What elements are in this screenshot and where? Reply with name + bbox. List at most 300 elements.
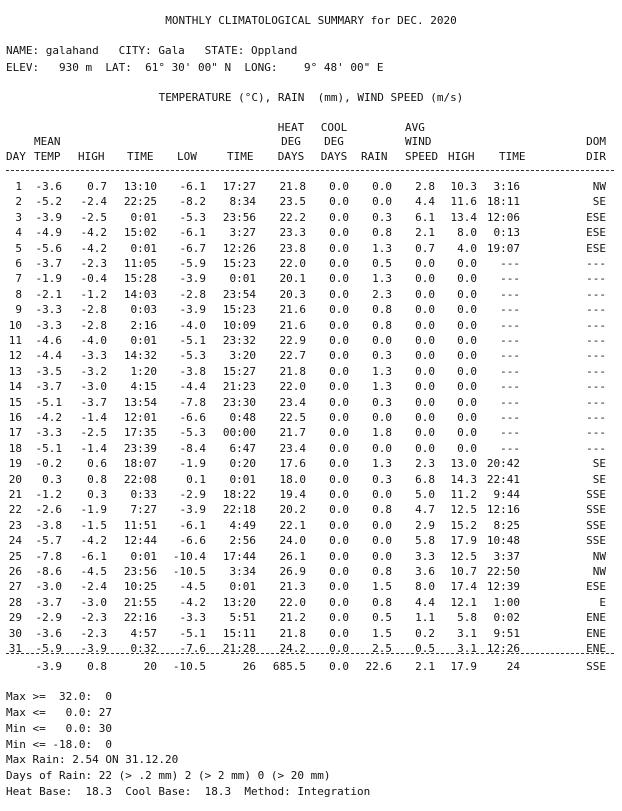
wind-time-cell: 1:00 <box>493 595 520 609</box>
low-temp-cell: -6.6 <box>179 411 206 424</box>
avg-wind-speed-cell: 0.7 <box>415 241 435 255</box>
rain-cell: 0.8 <box>372 226 392 240</box>
heat-deg-days-cell: 21.6 <box>279 318 306 332</box>
low-time-cell: 2:56 <box>229 534 256 548</box>
table-row <box>0 304 622 317</box>
rain-cell: 0.8 <box>372 595 392 609</box>
dom-dir-cell: SSE <box>586 534 606 548</box>
dom-dir-cell: ESE <box>586 241 606 255</box>
day-cell: 12 <box>8 349 22 363</box>
table-row <box>0 243 622 256</box>
mean-temp-cell: 0.3 <box>42 472 62 486</box>
mean-temp-cell: -3.7 <box>35 257 62 270</box>
cool-deg-days-cell: 0.0 <box>329 303 349 317</box>
low-time-cell: 22:18 <box>222 503 256 517</box>
header-cool-deg: DEG <box>324 135 344 148</box>
heat-deg-days-cell: 19.4 <box>279 488 306 501</box>
wind-high-cell: 13.4 <box>450 210 477 224</box>
header-row-2 <box>0 136 622 149</box>
high-time-cell: 0:03 <box>130 303 157 317</box>
avg-wind-speed-cell: 0.0 <box>415 411 435 424</box>
dom-dir-cell: --- <box>586 380 606 394</box>
mean-temp-cell: -4.9 <box>35 226 62 240</box>
high-time-cell: 22:16 <box>123 611 157 625</box>
wind-time-cell: --- <box>500 411 520 424</box>
avg-wind-speed-cell: 0.0 <box>415 334 435 347</box>
cool-deg-days-cell: 0.0 <box>329 180 349 193</box>
wind-time-cell: 12:26 <box>486 642 520 655</box>
wind-time-cell: 19:07 <box>486 241 520 255</box>
cool-deg-days-cell: 0.0 <box>329 287 349 301</box>
wind-time-cell: 12:39 <box>486 580 520 594</box>
low-time-cell: 6:47 <box>229 441 256 455</box>
summary-high-time: 20 <box>143 660 157 673</box>
summary-low-time: 26 <box>242 660 256 673</box>
mean-temp-cell: -3.7 <box>35 595 62 609</box>
wind-high-cell: 0.0 <box>457 441 477 455</box>
cool-deg-days-cell: 0.0 <box>329 257 349 270</box>
wind-time-cell: 0:02 <box>493 611 520 625</box>
wind-high-cell: 17.4 <box>450 580 477 594</box>
cool-deg-days-cell: 0.0 <box>329 441 349 455</box>
heat-deg-days-cell: 22.0 <box>279 257 306 270</box>
rain-cell: 0.8 <box>372 565 392 578</box>
heat-deg-days-cell: 23.5 <box>279 195 306 209</box>
wind-time-cell: 12:16 <box>486 503 520 517</box>
dom-dir-cell: NW <box>592 565 606 578</box>
day-cell: 26 <box>8 565 22 578</box>
mean-temp-cell: -5.9 <box>35 642 62 655</box>
mean-temp-cell: -7.8 <box>35 549 62 563</box>
day-cell: 23 <box>8 518 22 532</box>
day-cell: 14 <box>8 380 22 394</box>
cool-deg-days-cell: 0.0 <box>329 380 349 394</box>
avg-wind-speed-cell: 4.4 <box>415 595 435 609</box>
cool-deg-days-cell: 0.0 <box>329 318 349 332</box>
low-time-cell: 8:34 <box>229 195 256 209</box>
cool-deg-days-cell: 0.0 <box>329 549 349 563</box>
heat-deg-days-cell: 21.8 <box>279 364 306 378</box>
avg-wind-speed-cell: 0.5 <box>415 642 435 655</box>
wind-time-cell: --- <box>500 349 520 363</box>
cool-deg-days-cell: 0.0 <box>329 241 349 255</box>
table-row <box>0 181 622 194</box>
cool-deg-days-cell: 0.0 <box>329 503 349 517</box>
mean-temp-cell: -3.6 <box>35 180 62 193</box>
dom-dir-cell: ESE <box>586 226 606 240</box>
cool-deg-days-cell: 0.0 <box>329 580 349 594</box>
rain-cell: 0.3 <box>372 472 392 486</box>
header-heat-deg: DEG <box>281 135 301 148</box>
heat-deg-days-cell: 17.6 <box>279 457 306 471</box>
summary-heat-days: 685.5 <box>272 660 306 673</box>
low-time-cell: 15:23 <box>222 303 256 317</box>
high-temp-cell: -2.3 <box>80 626 107 640</box>
wind-time-cell: --- <box>500 441 520 455</box>
heat-deg-days-cell: 22.0 <box>279 380 306 394</box>
high-temp-cell: 0.6 <box>87 457 107 471</box>
high-time-cell: 14:32 <box>123 349 157 363</box>
header-dom-dir: DIR <box>586 150 606 163</box>
low-temp-cell: -3.9 <box>179 272 206 286</box>
table-row <box>0 458 622 471</box>
high-temp-cell: -3.0 <box>80 380 107 394</box>
header-divider <box>6 170 614 171</box>
header-cool-days: DAYS <box>320 150 348 163</box>
dom-dir-cell: --- <box>586 395 606 409</box>
rain-cell: 0.3 <box>372 210 392 224</box>
table-row <box>0 350 622 363</box>
table-row <box>0 551 622 564</box>
heat-deg-days-cell: 21.8 <box>279 180 306 193</box>
wind-high-cell: 14.3 <box>450 472 477 486</box>
wind-high-cell: 10.3 <box>450 180 477 193</box>
dom-dir-cell: --- <box>586 364 606 378</box>
cool-deg-days-cell: 0.0 <box>329 642 349 655</box>
avg-wind-speed-cell: 3.6 <box>415 565 435 578</box>
summary-low: -10.5 <box>172 660 206 673</box>
cool-deg-days-cell: 0.0 <box>329 534 349 548</box>
heat-deg-days-cell: 22.2 <box>279 210 306 224</box>
day-cell: 1 <box>15 180 22 193</box>
wind-time-cell: 3:16 <box>493 180 520 193</box>
high-time-cell: 0:01 <box>130 334 157 347</box>
low-time-cell: 23:56 <box>222 210 256 224</box>
avg-wind-speed-cell: 8.0 <box>415 580 435 594</box>
rain-cell: 0.0 <box>372 534 392 548</box>
low-temp-cell: -4.4 <box>179 380 206 394</box>
header-low: LOW <box>177 150 197 163</box>
wind-time-cell: 12:06 <box>486 210 520 224</box>
rain-cell: 1.3 <box>372 364 392 378</box>
header-heat-days: DAYS <box>277 150 305 163</box>
table-row <box>0 412 622 425</box>
header-day: DAY <box>6 150 26 163</box>
rain-cell: 2.3 <box>372 287 392 301</box>
avg-wind-speed-cell: 0.0 <box>415 349 435 363</box>
high-temp-cell: -2.4 <box>80 580 107 594</box>
cool-deg-days-cell: 0.0 <box>329 210 349 224</box>
high-temp-cell: -3.0 <box>80 595 107 609</box>
header-avg: AVG <box>405 121 425 134</box>
high-time-cell: 0:01 <box>130 241 157 255</box>
low-temp-cell: -3.9 <box>179 503 206 517</box>
wind-high-cell: 0.0 <box>457 272 477 286</box>
heat-deg-days-cell: 24.2 <box>279 642 306 655</box>
header-mean: MEAN <box>34 135 61 148</box>
dom-dir-cell: ENE <box>586 642 606 655</box>
low-temp-cell: -1.9 <box>179 457 206 471</box>
high-time-cell: 1:20 <box>130 364 157 378</box>
table-row <box>0 489 622 502</box>
cool-deg-days-cell: 0.0 <box>329 565 349 578</box>
heat-deg-days-cell: 23.3 <box>279 226 306 240</box>
dom-dir-cell: --- <box>586 287 606 301</box>
mean-temp-cell: -3.8 <box>35 518 62 532</box>
heat-deg-days-cell: 20.3 <box>279 287 306 301</box>
table-row <box>0 535 622 548</box>
high-temp-cell: -2.8 <box>80 303 107 317</box>
low-time-cell: 23:54 <box>222 287 256 301</box>
avg-wind-speed-cell: 0.0 <box>415 303 435 317</box>
cool-deg-days-cell: 0.0 <box>329 518 349 532</box>
rain-cell: 0.0 <box>372 441 392 455</box>
low-time-cell: 23:30 <box>222 395 256 409</box>
summary-wind-high: 17.9 <box>450 660 477 673</box>
low-temp-cell: -3.3 <box>179 611 206 625</box>
table-row <box>0 289 622 302</box>
avg-wind-speed-cell: 2.9 <box>415 518 435 532</box>
low-time-cell: 21:23 <box>222 380 256 394</box>
header-time-2: TIME <box>227 150 254 163</box>
dom-dir-cell: --- <box>586 303 606 317</box>
summary-row <box>0 661 622 674</box>
low-time-cell: 5:51 <box>229 611 256 625</box>
header-wind: WIND <box>405 135 432 148</box>
low-temp-cell: -6.6 <box>179 534 206 548</box>
low-time-cell: 18:22 <box>222 488 256 501</box>
low-time-cell: 10:09 <box>222 318 256 332</box>
low-temp-cell: -3.8 <box>179 364 206 378</box>
cool-deg-days-cell: 0.0 <box>329 595 349 609</box>
wind-high-cell: 0.0 <box>457 303 477 317</box>
wind-high-cell: 0.0 <box>457 318 477 332</box>
wind-high-cell: 3.1 <box>457 642 477 655</box>
avg-wind-speed-cell: 0.2 <box>415 626 435 640</box>
summary-dom-dir: SSE <box>586 660 606 673</box>
cool-deg-days-cell: 0.0 <box>329 349 349 363</box>
high-temp-cell: -1.9 <box>80 503 107 517</box>
day-cell: 25 <box>8 549 22 563</box>
rain-cell: 0.0 <box>372 180 392 193</box>
high-temp-cell: -4.0 <box>80 334 107 347</box>
table-row <box>0 335 622 348</box>
low-temp-cell: -6.7 <box>179 241 206 255</box>
low-temp-cell: -6.1 <box>179 226 206 240</box>
day-cell: 29 <box>8 611 22 625</box>
rain-cell: 1.8 <box>372 426 392 440</box>
high-temp-cell: -0.4 <box>80 272 107 286</box>
dom-dir-cell: SSE <box>586 488 606 501</box>
dom-dir-cell: --- <box>586 411 606 424</box>
heat-deg-days-cell: 24.0 <box>279 534 306 548</box>
low-time-cell: 23:32 <box>222 334 256 347</box>
day-cell: 21 <box>8 488 22 501</box>
table-row <box>0 196 622 209</box>
day-cell: 5 <box>15 241 22 255</box>
low-temp-cell: -4.0 <box>179 318 206 332</box>
table-row <box>0 443 622 456</box>
rain-cell: 0.5 <box>372 611 392 625</box>
mean-temp-cell: -3.6 <box>35 626 62 640</box>
avg-wind-speed-cell: 4.4 <box>415 195 435 209</box>
wind-time-cell: 22:41 <box>486 472 520 486</box>
wind-time-cell: --- <box>500 287 520 301</box>
wind-high-cell: 0.0 <box>457 349 477 363</box>
heat-deg-days-cell: 21.8 <box>279 626 306 640</box>
day-cell: 28 <box>8 595 22 609</box>
wind-time-cell: --- <box>500 272 520 286</box>
high-time-cell: 0:33 <box>130 488 157 501</box>
high-temp-cell: -3.9 <box>80 642 107 655</box>
high-temp-cell: -3.2 <box>80 364 107 378</box>
low-time-cell: 3:27 <box>229 226 256 240</box>
cool-deg-days-cell: 0.0 <box>329 195 349 209</box>
wind-time-cell: --- <box>500 380 520 394</box>
dom-dir-cell: ESE <box>586 210 606 224</box>
high-time-cell: 22:08 <box>123 472 157 486</box>
dom-dir-cell: --- <box>586 257 606 270</box>
day-cell: 6 <box>15 257 22 270</box>
wind-high-cell: 12.1 <box>450 595 477 609</box>
low-temp-cell: -4.5 <box>179 580 206 594</box>
low-temp-cell: -2.9 <box>179 488 206 501</box>
mean-temp-cell: -4.2 <box>35 411 62 424</box>
dom-dir-cell: SE <box>592 195 606 209</box>
avg-wind-speed-cell: 6.1 <box>415 210 435 224</box>
cool-deg-days-cell: 0.0 <box>329 426 349 440</box>
avg-wind-speed-cell: 6.8 <box>415 472 435 486</box>
high-temp-cell: -3.7 <box>80 395 107 409</box>
cool-deg-days-cell: 0.0 <box>329 611 349 625</box>
day-cell: 10 <box>8 318 22 332</box>
station-elev-line: ELEV: 930 m LAT: 61° 30' 00" N LONG: 9° 48' 00" E <box>6 61 384 74</box>
mean-temp-cell: -2.1 <box>35 287 62 301</box>
wind-high-cell: 5.8 <box>457 611 477 625</box>
day-cell: 4 <box>15 226 22 240</box>
day-cell: 11 <box>8 334 22 347</box>
summary-rain: 22.6 <box>365 660 392 673</box>
wind-high-cell: 0.0 <box>457 411 477 424</box>
footer-line: Heat Base: 18.3 Cool Base: 18.3 Method: Integration <box>6 785 371 798</box>
wind-time-cell: --- <box>500 318 520 332</box>
heat-deg-days-cell: 21.6 <box>279 303 306 317</box>
summary-wind-time: 24 <box>506 660 520 673</box>
mean-temp-cell: -5.1 <box>35 395 62 409</box>
dom-dir-cell: --- <box>586 334 606 347</box>
low-time-cell: 13:20 <box>222 595 256 609</box>
header-high: HIGH <box>78 150 105 163</box>
low-time-cell: 0:01 <box>229 272 256 286</box>
low-temp-cell: 0.1 <box>186 472 206 486</box>
low-time-cell: 15:11 <box>222 626 256 640</box>
low-time-cell: 12:26 <box>222 241 256 255</box>
dom-dir-cell: SE <box>592 472 606 486</box>
high-time-cell: 10:25 <box>123 580 157 594</box>
mean-temp-cell: -5.1 <box>35 441 62 455</box>
high-time-cell: 2:16 <box>130 318 157 332</box>
wind-high-cell: 0.0 <box>457 334 477 347</box>
high-temp-cell: -4.5 <box>80 565 107 578</box>
heat-deg-days-cell: 22.7 <box>279 349 306 363</box>
table-row <box>0 520 622 533</box>
wind-time-cell: 8:25 <box>493 518 520 532</box>
low-temp-cell: -10.4 <box>172 549 206 563</box>
header-cool: COOL <box>320 121 348 134</box>
heat-deg-days-cell: 21.3 <box>279 580 306 594</box>
high-temp-cell: -2.5 <box>80 426 107 440</box>
high-temp-cell: 0.8 <box>87 472 107 486</box>
table-row <box>0 366 622 379</box>
wind-high-cell: 0.0 <box>457 257 477 270</box>
dom-dir-cell: NW <box>592 549 606 563</box>
low-time-cell: 17:44 <box>222 549 256 563</box>
wind-high-cell: 15.2 <box>450 518 477 532</box>
wind-high-cell: 4.0 <box>457 241 477 255</box>
table-row <box>0 643 622 656</box>
mean-temp-cell: -5.7 <box>35 534 62 548</box>
wind-time-cell: --- <box>500 257 520 270</box>
summary-high: 0.8 <box>87 660 107 673</box>
mean-temp-cell: -3.3 <box>35 303 62 317</box>
rain-cell: 0.0 <box>372 411 392 424</box>
cool-deg-days-cell: 0.0 <box>329 272 349 286</box>
wind-high-cell: 3.1 <box>457 626 477 640</box>
dom-dir-cell: E <box>599 595 606 609</box>
cool-deg-days-cell: 0.0 <box>329 472 349 486</box>
rain-cell: 0.8 <box>372 318 392 332</box>
header-rain: RAIN <box>361 150 388 163</box>
summary-cool-days: 0.0 <box>329 660 349 673</box>
table-row <box>0 273 622 286</box>
header-row-1 <box>0 122 622 135</box>
day-cell: 7 <box>15 272 22 286</box>
day-cell: 31 <box>8 642 22 655</box>
wind-time-cell: --- <box>500 395 520 409</box>
avg-wind-speed-cell: 2.3 <box>415 457 435 471</box>
avg-wind-speed-cell: 0.0 <box>415 272 435 286</box>
table-row <box>0 628 622 641</box>
wind-time-cell: 9:44 <box>493 488 520 501</box>
avg-wind-speed-cell: 5.8 <box>415 534 435 548</box>
high-temp-cell: 0.3 <box>87 488 107 501</box>
wind-time-cell: 22:50 <box>486 565 520 578</box>
high-time-cell: 11:05 <box>123 257 157 270</box>
header-mean-temp: TEMP <box>34 150 61 163</box>
high-time-cell: 17:35 <box>123 426 157 440</box>
high-time-cell: 15:02 <box>123 226 157 240</box>
high-time-cell: 4:15 <box>130 380 157 394</box>
high-time-cell: 0:32 <box>130 642 157 655</box>
low-temp-cell: -7.6 <box>179 642 206 655</box>
wind-high-cell: 11.2 <box>450 488 477 501</box>
mean-temp-cell: -4.4 <box>35 349 62 363</box>
heat-deg-days-cell: 22.1 <box>279 518 306 532</box>
low-time-cell: 3:20 <box>229 349 256 363</box>
dom-dir-cell: ENE <box>586 626 606 640</box>
mean-temp-cell: -0.2 <box>35 457 62 471</box>
day-cell: 20 <box>8 472 22 486</box>
rain-cell: 1.3 <box>372 272 392 286</box>
low-time-cell: 0:20 <box>229 457 256 471</box>
header-time: TIME <box>127 150 154 163</box>
rain-cell: 0.0 <box>372 549 392 563</box>
mean-temp-cell: -4.6 <box>35 334 62 347</box>
table-row <box>0 381 622 394</box>
low-time-cell: 21:28 <box>222 642 256 655</box>
day-cell: 16 <box>8 411 22 424</box>
avg-wind-speed-cell: 1.1 <box>415 611 435 625</box>
header-heat: HEAT <box>277 121 305 134</box>
avg-wind-speed-cell: 3.3 <box>415 549 435 563</box>
rain-cell: 0.0 <box>372 488 392 501</box>
cool-deg-days-cell: 0.0 <box>329 226 349 240</box>
cool-deg-days-cell: 0.0 <box>329 488 349 501</box>
rain-cell: 1.3 <box>372 380 392 394</box>
heat-deg-days-cell: 21.2 <box>279 611 306 625</box>
low-temp-cell: -2.8 <box>179 287 206 301</box>
cool-deg-days-cell: 0.0 <box>329 364 349 378</box>
